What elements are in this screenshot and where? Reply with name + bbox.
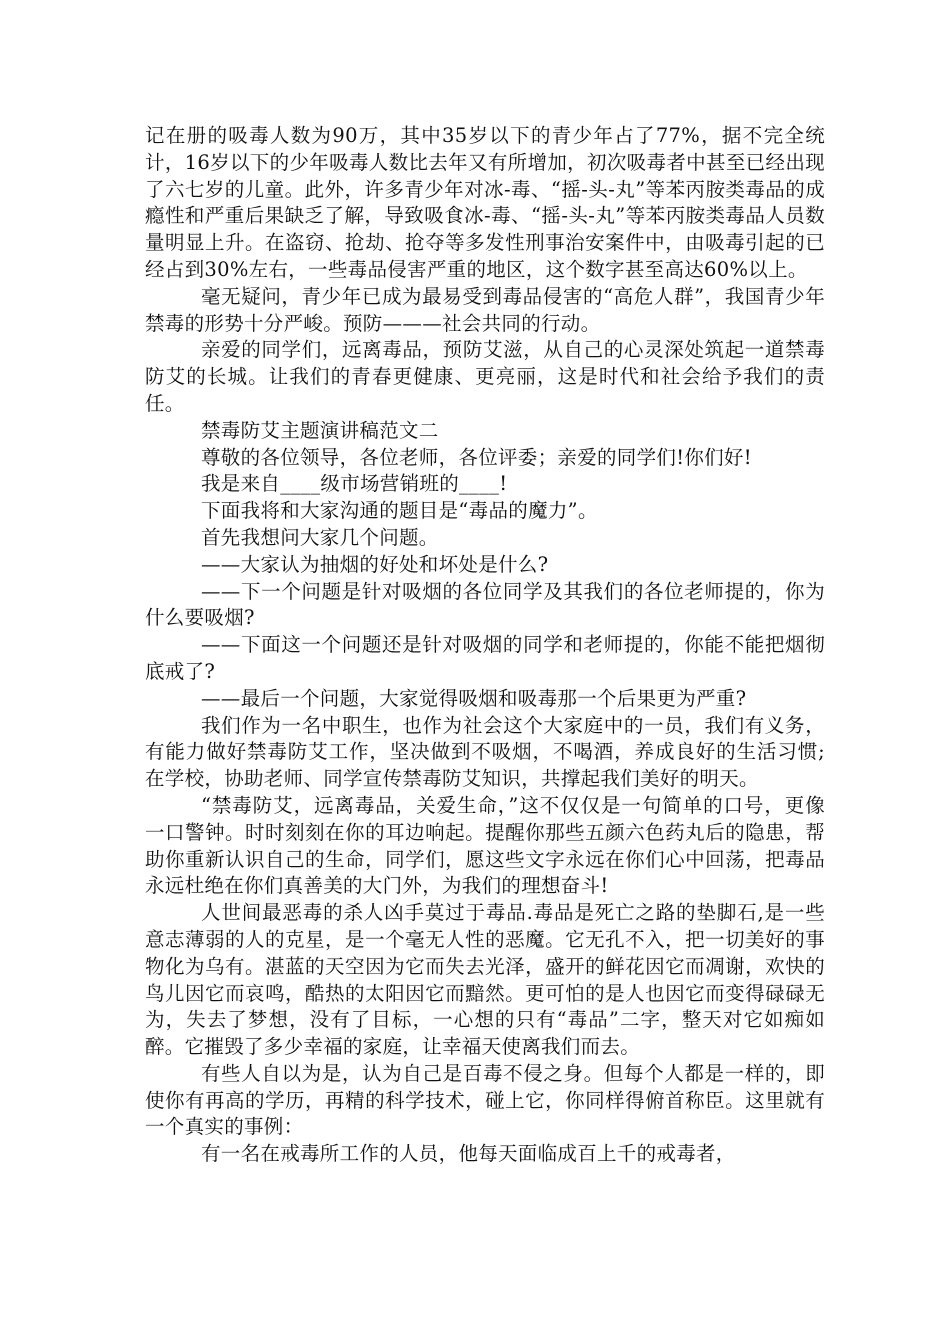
paragraph: 有些人自以为是，认为自己是百毒不侵之身。但每个人都是一样的，即使你有再高的学历，再精的科学技术，碰上它，你同样得俯首称臣。这里就有一个真实的事例： <box>145 1061 825 1139</box>
paragraph: ——下一个问题是针对吸烟的各位同学及其我们的各位老师提的，你为什么要吸烟? <box>145 579 825 630</box>
paragraph: 有一名在戒毒所工作的人员，他每天面临成百上千的戒毒者， <box>201 1142 736 1166</box>
paragraph: ——大家认为抽烟的好处和坏处是什么? <box>201 552 549 576</box>
section-heading: 禁毒防艾主题演讲稿范文二 <box>201 418 439 442</box>
paragraph: ——最后一个问题，大家觉得吸烟和吸毒那一个后果更为严重? <box>201 686 747 710</box>
document-body <box>145 123 825 1168</box>
paragraph: 毫无疑问，青少年已成为最易受到毒品侵害的“高危人群”，我国青少年禁毒的形势十分严峻。预防———社会共同的行动。 <box>145 284 825 335</box>
paragraph: “禁毒防艾，远离毒品，关爱生命，”这不仅仅是一句简单的口号，更像一口警钟。时时刻刻在你的耳边响起。提醒你那些五颜六色药丸后的隐患，帮助你重新认识自己的生命，同学们，愿这些文字永远在你们心中回荡，把毒品永远杜绝在你们真善美的大门外，为我们的理想奋斗! <box>145 793 825 898</box>
paragraph: 尊敬的各位领导，各位老师，各位评委；亲爱的同学们!你们好! <box>201 445 752 469</box>
paragraph: ——下面这一个问题还是针对吸烟的同学和老师提的，你能不能把烟彻底戒了? <box>145 633 825 683</box>
paragraph: 我们作为一名中职生，也作为社会这个大家庭中的一员，我们有义务，有能力做好禁毒防艾工作，坚决做到不吸烟，不喝酒，养成良好的生活习惯;在学校，协助老师、同学宣传禁毒防艾知识，共撑起我们美好的明天。 <box>145 713 825 791</box>
paragraph: 下面我将和大家沟通的题目是“毒品的魔力”。 <box>201 499 598 523</box>
paragraph: 我是来自____级市场营销班的____! <box>201 472 508 496</box>
paragraph: 记在册的吸毒人数为90万，其中35岁以下的青少年占了77%，据不完全统计，16岁以下的少年吸毒人数比去年又有所增加，初次吸毒者中甚至已经出现了六七岁的儿童。此外，许多青少年对冰-毒、“摇-头-丸”等苯丙胺类毒品的成瘾性和严重后果缺乏了解，导致吸食冰-毒、“摇-头-丸”等苯丙胺类毒品人员数量明显上升。在盗窃、抢劫、抢夺等多发性刑事治安案件中，由吸毒引起的已经占到30%左右，一些毒品侵害严重的地区，这个数字甚至高达60%以上。 <box>145 124 825 281</box>
paragraph: 亲爱的同学们，远离毒品，预防艾滋，从自己的心灵深处筑起一道禁毒防艾的长城。让我们的青春更健康、更亮丽，这是时代和社会给予我们的责任。 <box>145 338 825 415</box>
paragraph: 首先我想问大家几个问题。 <box>201 525 439 549</box>
paragraph: 人世间最恶毒的杀人凶手莫过于毒品.毒品是死亡之路的垫脚石,是一些意志薄弱的人的克星，是一个毫无人性的恶魔。它无孔不入，把一切美好的事物化为乌有。湛蓝的天空因为它而失去光泽，盛开的鲜花因它而凋谢，欢快的鸟儿因它而哀鸣，酷热的太阳因它而黯然。更可怕的是人也因它而变得碌碌无为，失去了梦想，没有了目标，一心想的只有“毒品”二字，整天对它如痴如醉。它摧毁了多少幸福的家庭，让幸福天使离我们而去。 <box>145 901 825 1059</box>
